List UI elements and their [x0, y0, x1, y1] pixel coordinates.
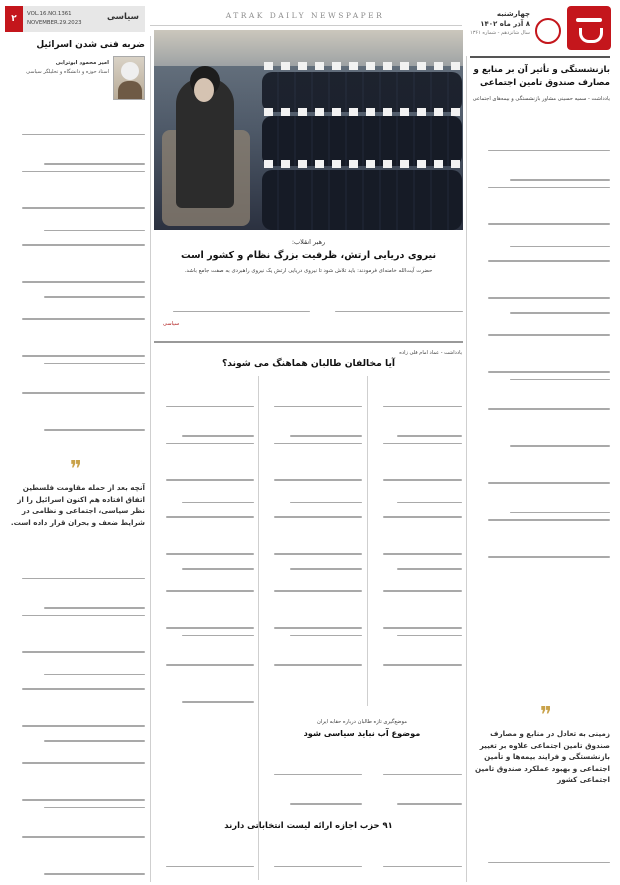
- masthead-date: [470, 9, 530, 29]
- text-line: [274, 627, 362, 629]
- text-line: [22, 615, 145, 617]
- text-line: [44, 674, 145, 676]
- text-line: [383, 664, 462, 666]
- article-1-author: یادداشت ‑ عماد امام قلی زاده: [399, 350, 462, 356]
- volume-number: VOL.16.NO.1361: [27, 11, 72, 17]
- right-column-body: [471, 120, 610, 700]
- text-line: [44, 873, 145, 875]
- right-column-body-continued: [471, 832, 610, 880]
- article-1-body-column: [262, 376, 362, 706]
- text-line: [510, 445, 610, 447]
- author-photo: [113, 56, 145, 100]
- text-line: [510, 246, 610, 248]
- text-line: [383, 627, 462, 629]
- text-line: [488, 862, 610, 864]
- text-line: [383, 479, 462, 481]
- left-column-headline: ضربه فنی شدن اسرائیل: [36, 40, 145, 50]
- text-line: [44, 740, 145, 742]
- text-line: [22, 392, 145, 394]
- text-line: [290, 635, 362, 637]
- right-column-divider: [470, 56, 610, 58]
- text-line: [274, 866, 362, 868]
- article-3-headline: ۹۱ حزب اجازه ارائه لیست انتخاباتی دارند: [224, 820, 393, 830]
- text-line: [166, 443, 254, 445]
- column-rule: [367, 376, 368, 706]
- text-line: [22, 207, 145, 209]
- article-1-body-column: [154, 376, 254, 710]
- logo-mark-icon: [567, 6, 611, 50]
- text-line: [166, 866, 254, 868]
- text-line: [383, 553, 462, 555]
- text-line: [44, 807, 145, 809]
- masthead-issue: سال شانزدهم ‑ شماره ۱۳۶۱: [470, 30, 530, 36]
- column-rule: [150, 36, 151, 882]
- left-column-author-title: استاد حوزه و دانشگاه و تحلیلگر سیاسی: [26, 69, 109, 75]
- text-line: [166, 664, 254, 666]
- text-line: [510, 512, 610, 514]
- text-line: [397, 435, 462, 437]
- text-line: [510, 379, 610, 381]
- text-line: [488, 260, 610, 262]
- article-2-headline: موضوع آب نباید سیاسی شود: [303, 728, 421, 738]
- text-line: [22, 134, 145, 136]
- text-line: [383, 590, 462, 592]
- text-line: [488, 150, 610, 152]
- masthead-weekday: چهارشنبه: [496, 10, 530, 18]
- text-line: [182, 435, 254, 437]
- text-line: [274, 479, 362, 481]
- text-line: [22, 171, 145, 173]
- text-line: [274, 406, 362, 408]
- text-line: [274, 516, 362, 518]
- text-line: [44, 429, 145, 431]
- lead-body-column: [154, 281, 310, 337]
- right-column-headline: بازنشستگی و تأثیر آن بر منابع و مصارف صندوق تامین اجتماعی: [473, 65, 610, 88]
- text-line: [22, 355, 145, 357]
- text-line: [290, 803, 362, 805]
- text-line: [166, 553, 254, 555]
- text-line: [22, 244, 145, 246]
- lead-kicker: رهبر انقلاب:: [291, 238, 326, 246]
- text-line: [274, 664, 362, 666]
- header-rule: [150, 25, 462, 26]
- text-line: [488, 408, 610, 410]
- text-line: [397, 635, 462, 637]
- section-tag: سیاسی: [162, 321, 180, 327]
- text-line: [488, 297, 610, 299]
- text-line: [488, 556, 610, 558]
- lead-lede: حضرت آیت‌الله خامنه‌ای فرمودند: باید تلاش شود تا نیروی دریایی ارتش یک نیروی راهبردی به صفت جامع باشد.: [184, 268, 433, 274]
- text-line: [397, 502, 462, 504]
- article-divider: [154, 341, 463, 343]
- page-number: ۲: [5, 6, 23, 32]
- text-line: [44, 363, 145, 365]
- text-line: [22, 799, 145, 801]
- text-line: [488, 371, 610, 373]
- section-name: سیاسی: [107, 12, 139, 22]
- text-line: [383, 443, 462, 445]
- text-line: [488, 482, 610, 484]
- logo-seal-icon: [535, 18, 561, 44]
- text-line: [488, 334, 610, 336]
- masthead-full-date: ۸ آذر ماه ۱۴۰۲: [480, 20, 530, 28]
- text-line: [166, 406, 254, 408]
- section-header: [5, 6, 145, 32]
- quote-icon: ❞: [70, 457, 82, 482]
- text-line: [383, 516, 462, 518]
- text-line: [510, 312, 610, 314]
- article-2-body-column: [262, 744, 362, 814]
- text-line: [22, 836, 145, 838]
- text-line: [510, 179, 610, 181]
- text-line: [397, 803, 462, 805]
- text-line: [182, 635, 254, 637]
- newspaper-logo: [533, 6, 611, 52]
- article-1-headline: آیا مخالفان طالبان هماهنگ می شوند؟: [221, 358, 396, 369]
- text-line: [274, 590, 362, 592]
- article-1-body-column: [372, 376, 462, 706]
- text-line: [182, 701, 254, 703]
- text-line: [44, 296, 145, 298]
- article-3-body-column: [372, 836, 462, 880]
- text-line: [22, 578, 145, 580]
- lead-headline: نیروی دریایی ارتش، ظرفیت بزرگ نظام و کشور است: [180, 250, 437, 261]
- left-column-body: [5, 104, 145, 464]
- text-line: [44, 163, 145, 165]
- text-line: [290, 435, 362, 437]
- text-line: [166, 627, 254, 629]
- text-line: [274, 774, 362, 776]
- column-rule: [258, 376, 259, 880]
- text-line: [274, 443, 362, 445]
- left-column-author-name: امیر محمود ابوترابی: [55, 60, 109, 66]
- text-line: [166, 479, 254, 481]
- text-line: [22, 281, 145, 283]
- paper-name-latin: ATRAK DAILY NEWSPAPER: [225, 11, 385, 20]
- text-line: [182, 568, 254, 570]
- text-line: [22, 688, 145, 690]
- right-column-byline: یادداشت ‑ سمیه حسینی مشاور بازنشستگی و بیمه‌های اجتماعی: [472, 96, 610, 102]
- left-column-body-continued: [5, 548, 145, 882]
- text-line: [383, 406, 462, 408]
- text-line: [383, 866, 462, 868]
- lead-body-column: [318, 281, 463, 337]
- issue-date-latin: NOVEMBER.29.2023: [27, 20, 82, 26]
- text-line: [22, 318, 145, 320]
- text-line: [397, 568, 462, 570]
- text-line: [44, 607, 145, 609]
- text-line: [22, 725, 145, 727]
- article-3-body-column: [262, 836, 362, 880]
- column-rule: [466, 56, 467, 882]
- article-2-body-column: [372, 744, 462, 814]
- text-line: [166, 516, 254, 518]
- quote-icon: ❞: [540, 703, 552, 728]
- text-line: [166, 590, 254, 592]
- lead-photo: [154, 30, 463, 230]
- text-line: [383, 774, 462, 776]
- text-line: [290, 568, 362, 570]
- text-line: [173, 311, 310, 313]
- text-line: [22, 762, 145, 764]
- text-line: [488, 223, 610, 225]
- text-line: [274, 553, 362, 555]
- text-line: [488, 519, 610, 521]
- right-column-pull-quote: زمینی به تعادل در منابع و مصارف صندوق تامین اجتماعی علاوه بر تغییر بازنشستگی و فرایند بیمه‌ها و تأمین اجتماعی و بهبود عملکرد صندوق تامین اجتماعی کشور: [474, 729, 610, 784]
- text-line: [335, 311, 463, 313]
- article-3-body-column: [154, 836, 254, 880]
- text-line: [488, 187, 610, 189]
- text-line: [182, 502, 254, 504]
- article-2-kicker: موضع‌گیری تازه طالبان درباره حقابه ایران: [316, 719, 408, 725]
- text-line: [44, 230, 145, 232]
- text-line: [22, 651, 145, 653]
- left-column-pull-quote: آنچه بعد از حمله مقاومت فلسطین اتفاق افتاده هم اکنون اسرائیل را از نظر سیاسی، اجتماعی و نظامی در شرایط ضعف و بحران قرار داده است.: [10, 483, 145, 527]
- text-line: [290, 502, 362, 504]
